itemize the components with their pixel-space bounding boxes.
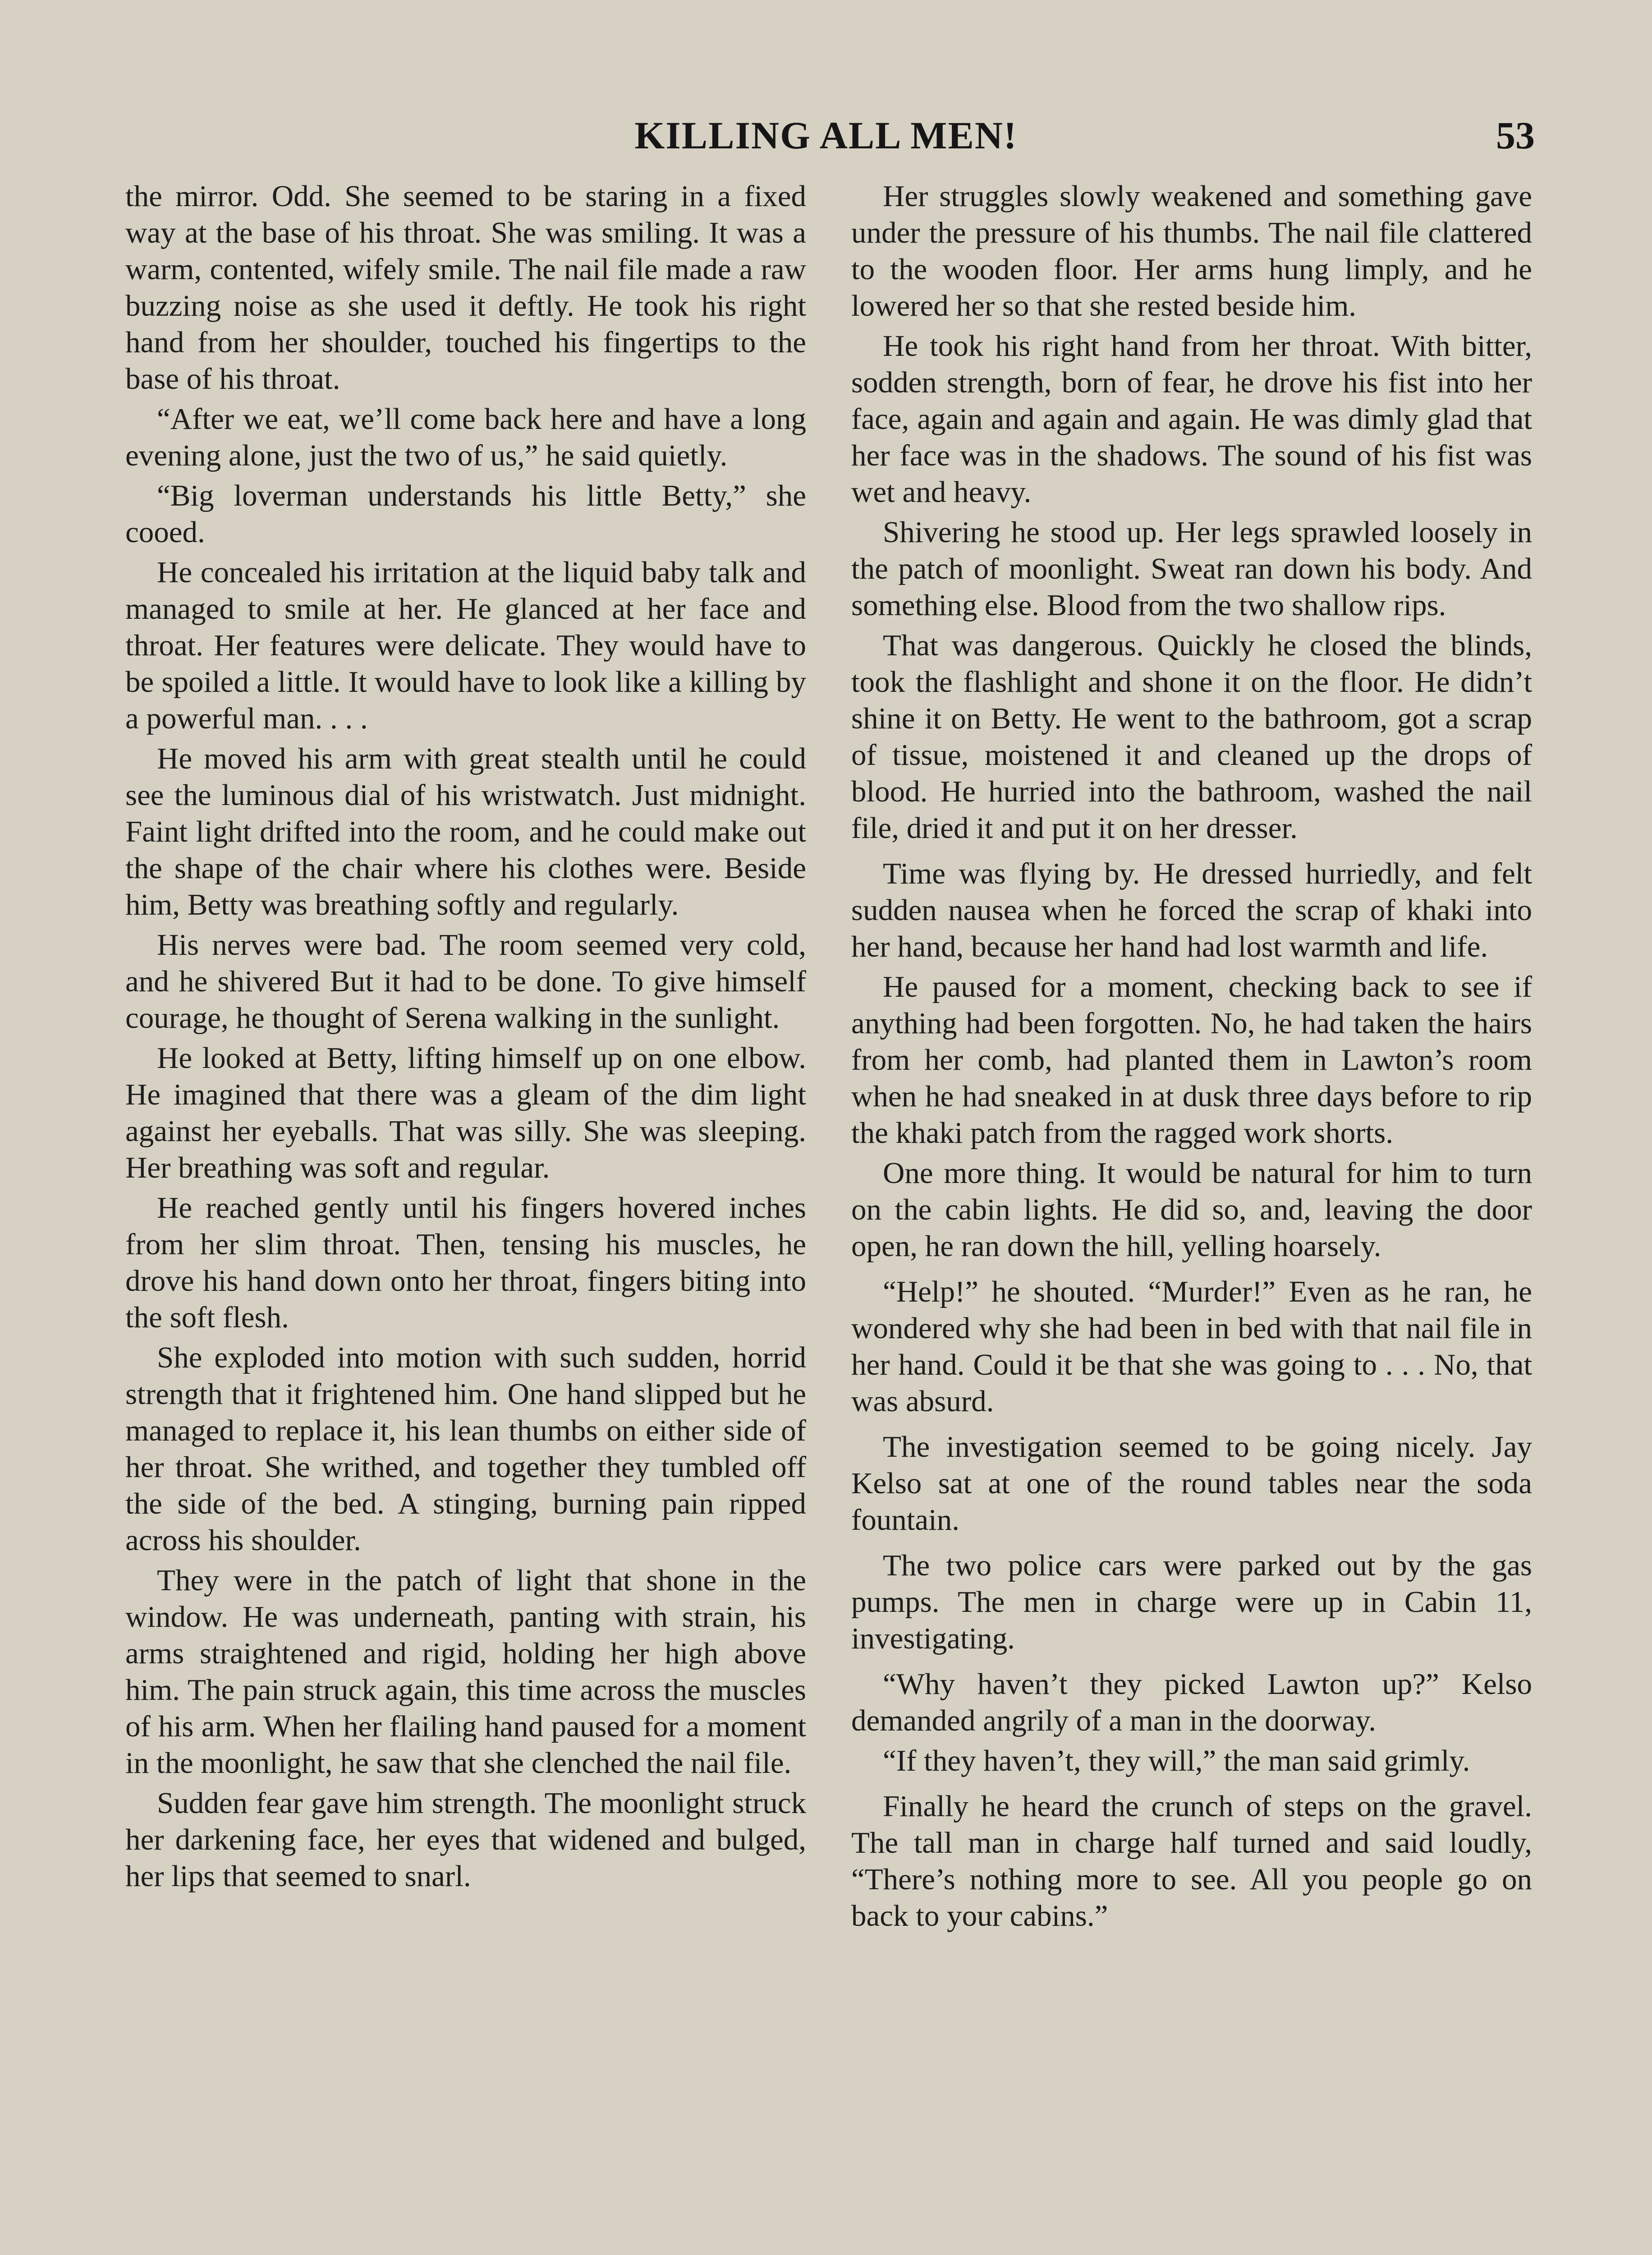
running-title: KILLING ALL MEN!: [634, 114, 1018, 157]
paragraph: Shivering he stood up. Her legs sprawled loosely in the patch of moonlight. Sweat ran down his body. And something else. Blood from the two shallow rips.: [851, 515, 1532, 622]
page-number: 53: [1496, 114, 1535, 157]
paragraph: “Help!” he shouted. “Murder!” Even as he ran, he wondered why she had been in bed with that nail file in her hand. Could it be that she was going to . . . No, that was absurd.: [851, 1275, 1532, 1418]
page-header: [117, 113, 1535, 167]
paragraph: They were in the patch of light that shone in the window. He was underneath, panting with strain, his arms straightened and rigid, holding her high above him. The pain struck again, this time across the muscles of his arm. When her flailing hand paused for a moment in the moonlight, he saw that she clenched the nail file.: [125, 1564, 806, 1780]
paragraph: She exploded into motion with such sudden, horrid strength that it frightened him. One hand slipped but he managed to replace it, his lean thumbs on either side of her throat. She writhed, and together they tumbled off the side of the bed. A stinging, burning pain ripped across his shoulder.: [125, 1341, 806, 1557]
paragraph: The investigation seemed to be going nicely. Jay Kelso sat at one of the round tables near the soda fountain.: [851, 1430, 1532, 1537]
left-column: [125, 178, 806, 1898]
paragraph: That was dangerous. Quickly he closed the blinds, took the flashlight and shone it on the floor. He didn’t shine it on Betty. He went to the bathroom, got a scrap of tissue, moistened it and cleaned up the drops of blood. He hurried into the bathroom, washed the nail file, dried it and put it on her dresser.: [851, 629, 1532, 845]
right-column: [851, 178, 1532, 1938]
paragraph: He moved his arm with great stealth until he could see the luminous dial of his wristwatch. Just midnight. Faint light drifted into the room, and he could make out the shape of the chair where his clothes were. Beside him, Betty was breathing softly and regularly.: [125, 742, 806, 921]
paragraph: “After we eat, we’ll come back here and have a long evening alone, just the two of us,” he said quietly.: [125, 402, 806, 472]
paragraph: He paused for a moment, checking back to see if anything had been forgotten. No, he had taken the hairs from her comb, had planted them in Lawton’s room when he had sneaked in at dusk three days before to rip the khaki patch from the ragged work shorts.: [851, 970, 1532, 1150]
paragraph: Time was flying by. He dressed hurriedly, and felt sudden nausea when he forced the scrap of khaki into her hand, because her hand had lost warmth and life.: [851, 857, 1532, 963]
paragraph: Sudden fear gave him strength. The moonlight struck her darkening face, her eyes that widened and bulged, her lips that seemed to snarl.: [125, 1786, 806, 1893]
paragraph: He concealed his irritation at the liquid baby talk and managed to smile at her. He glanced at her face and throat. Her features were delicate. They would have to be spoiled a little. It would have to look like a killing by a powerful man. . . .: [125, 556, 806, 735]
paragraph: the mirror. Odd. She seemed to be staring in a fixed way at the base of his throat. She was smiling. It was a warm, contented, wifely smile. The nail file made a raw buzzing noise as she used it deftly. He took his right hand from her shoulder, touched his fingertips to the base of his throat.: [125, 179, 806, 396]
paragraph: He reached gently until his fingers hovered inches from her slim throat. Then, tensing his muscles, he drove his hand down onto her throat, fingers biting into the soft flesh.: [125, 1191, 806, 1334]
paragraph: His nerves were bad. The room seemed very cold, and he shivered But it had to be done. To give himself courage, he thought of Serena walking in the sunlight.: [125, 928, 806, 1035]
paragraph: He took his right hand from her throat. With bitter, sodden strength, born of fear, he drove his fist into her face, again and again and again. He was dimly glad that her face was in the shadows. The sound of his fist was wet and heavy.: [851, 329, 1532, 509]
paragraph: Finally he heard the crunch of steps on the gravel. The tall man in charge half turned and said loudly, “There’s nothing more to see. All you people go on back to your cabins.”: [851, 1790, 1532, 1933]
paragraph: “Big loverman understands his little Betty,” she cooed.: [125, 479, 806, 549]
paragraph: He looked at Betty, lifting himself up on one elbow. He imagined that there was a gleam of the dim light against her eyeballs. That was silly. She was sleeping. Her breathing was soft and regular.: [125, 1041, 806, 1184]
paragraph: One more thing. It would be natural for him to turn on the cabin lights. He did so, and, leaving the door open, he ran down the hill, yelling hoarsely.: [851, 1156, 1532, 1263]
paragraph: Her struggles slowly weakened and something gave under the pressure of his thumbs. The nail file clattered to the wooden floor. Her arms hung limply, and he lowered her so that she rested beside him.: [851, 179, 1532, 322]
paragraph: “Why haven’t they picked Lawton up?” Kelso demanded angrily of a man in the doorway.: [851, 1667, 1532, 1737]
paragraph: The two police cars were parked out by the gas pumps. The men in charge were up in Cabin 11, investigating.: [851, 1549, 1532, 1655]
paragraph: “If they haven’t, they will,” the man said grimly.: [883, 1744, 1470, 1777]
